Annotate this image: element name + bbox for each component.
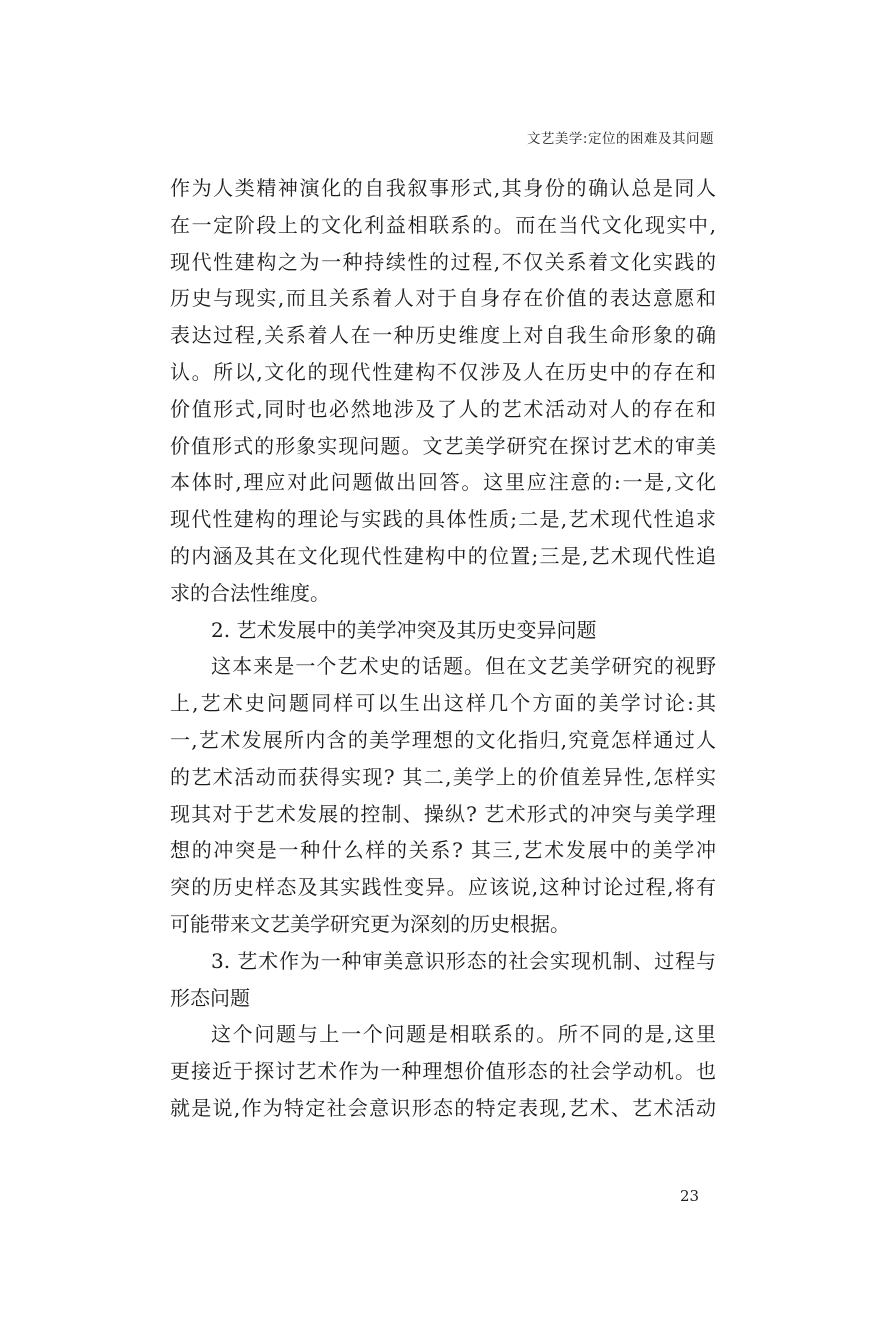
- text-line: 形态问题: [170, 985, 250, 1010]
- running-head-title: 文艺美学:定位的困难及其问题: [526, 131, 714, 147]
- body-text: [170, 170, 716, 1127]
- text-line: 求的合法性维度。: [170, 580, 330, 605]
- text-line: 可能带来文艺美学研究更为深刻的历史根据。: [170, 911, 570, 936]
- text-line: 就是说,作为特定社会意识形态的特定表现,艺术、艺术活动: [170, 1095, 716, 1120]
- text-line: 价值形式,同时也必然地涉及了人的艺术活动对人的存在和: [170, 396, 716, 421]
- text-line: 认。所以,文化的现代性建构不仅涉及人在历史中的存在和: [170, 359, 716, 384]
- text-line: 这本来是一个艺术史的话题。但在文艺美学研究的视野: [211, 654, 716, 679]
- text-line: 现代性建构之为一种持续性的过程,不仅关系着文化实践的: [170, 249, 716, 274]
- text-line: 价值形式的形象实现问题。文艺美学研究在探讨艺术的审美: [170, 433, 716, 458]
- text-line: 一,艺术发展所内含的美学理想的文化指归,究竟怎样通过人: [170, 727, 716, 752]
- text-line: 表达过程,关系着人在一种历史维度上对自我生命形象的确: [170, 323, 716, 348]
- text-line: 的内涵及其在文化现代性建构中的位置;三是,艺术现代性追: [170, 543, 716, 568]
- text-line: 突的历史样态及其实践性变异。应该说,这种讨论过程,将有: [170, 875, 716, 900]
- text-line: 历史与现实,而且关系着人对于自身存在价值的表达意愿和: [170, 286, 716, 311]
- text-line: 的艺术活动而获得实现? 其二,美学上的价值差异性,怎样实: [170, 764, 716, 789]
- text-line: 在一定阶段上的文化利益相联系的。而在当代文化现实中,: [170, 212, 716, 237]
- page-number: 23: [680, 1187, 700, 1205]
- text-line: 本体时,理应对此问题做出回答。这里应注意的:一是,文化: [170, 470, 716, 495]
- text-line: 3. 艺术作为一种审美意识形态的社会实现机制、过程与: [211, 948, 716, 973]
- text-line: 作为人类精神演化的自我叙事形式,其身份的确认总是同人: [170, 176, 716, 200]
- text-line: 更接近于探讨艺术作为一种理想价值形态的社会学动机。也: [170, 1059, 716, 1084]
- text-line: 现其对于艺术发展的控制、操纵? 艺术形式的冲突与美学理: [170, 801, 716, 826]
- text-line: 想的冲突是一种什么样的关系? 其三,艺术发展中的美学冲: [170, 838, 716, 863]
- text-line: 现代性建构的理论与实践的具体性质;二是,艺术现代性追求: [170, 507, 716, 532]
- text-line: 2. 艺术发展中的美学冲突及其历史变异问题: [211, 617, 597, 642]
- text-line: 这个问题与上一个问题是相联系的。所不同的是,这里: [211, 1022, 716, 1047]
- text-line: 上,艺术史问题同样可以生出这样几个方面的美学讨论:其: [170, 691, 716, 716]
